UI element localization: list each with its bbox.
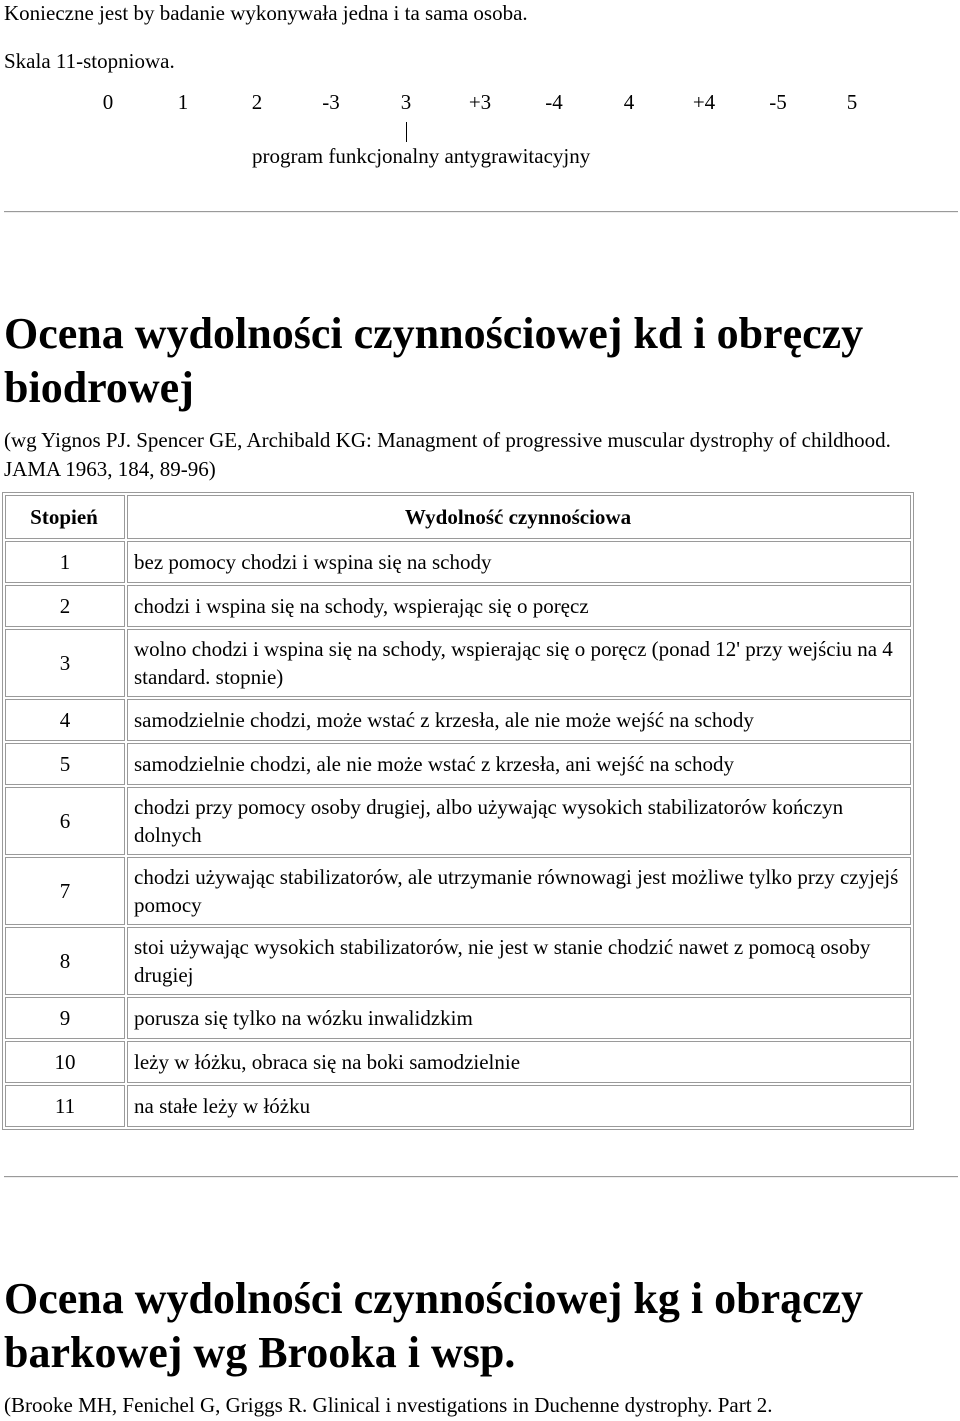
table-row [5, 787, 911, 855]
grade-cell: 1 [5, 541, 125, 583]
grade-cell: 8 [5, 927, 125, 995]
scale-value: 0 [102, 90, 114, 114]
scale-value: -5 [769, 90, 787, 114]
scale-value: +3 [468, 90, 492, 114]
column-header-grade: Stopień [5, 495, 125, 539]
column-header-description: Wydolność czynnościowa [127, 495, 911, 539]
table-row [5, 699, 911, 741]
description-cell: wolno chodzi i wspina się na schody, wspierając się o poręcz (ponad 12' przy wejściu na 4 standard. stopnie) [127, 629, 911, 697]
scale-value: 3 [400, 90, 412, 114]
scale-marker [406, 122, 407, 142]
section-reference: (Brooke MH, Fenichel G, Griggs R. Glinical i nvestigations in Duchenne dystrophy. Part 2. [4, 1393, 773, 1417]
functional-grade-table [2, 492, 914, 1130]
grade-cell: 4 [5, 699, 125, 741]
description-cell: stoi używając wysokich stabilizatorów, nie jest w stanie chodzić nawet z pomocą osoby drugiej [127, 927, 911, 995]
grade-cell: 2 [5, 585, 125, 627]
table-header-row [5, 495, 911, 539]
grade-cell: 3 [5, 629, 125, 697]
description-cell: leży w łóżku, obraca się na boki samodzielnie [127, 1041, 911, 1083]
description-cell: chodzi używając stabilizatorów, ale utrzymanie równowagi jest możliwe tylko przy czyjejś pomocy [127, 857, 911, 925]
divider [4, 211, 958, 213]
scale-intro: Skala 11-stopniowa. [4, 49, 175, 73]
table-row [5, 927, 911, 995]
description-cell: chodzi przy pomocy osoby drugiej, albo używając wysokich stabilizatorów kończyn dolnych [127, 787, 911, 855]
description-cell: samodzielnie chodzi, może wstać z krzesła, ale nie może wejść na schody [127, 699, 911, 741]
grade-cell: 5 [5, 743, 125, 785]
table-row [5, 1085, 911, 1127]
scale-value: +4 [692, 90, 716, 114]
grade-cell: 7 [5, 857, 125, 925]
scale-values [0, 90, 960, 116]
intro-note: Konieczne jest by badanie wykonywała jedna i ta sama osoba. [4, 1, 528, 25]
table-row [5, 585, 911, 627]
scale-value: 2 [251, 90, 263, 114]
scale-value: 1 [177, 90, 189, 114]
table-row [5, 857, 911, 925]
table-row [5, 743, 911, 785]
grade-cell: 11 [5, 1085, 125, 1127]
section-title: Ocena wydolności czynnościowej kg i obrączy barkowej wg Brooka i wsp. [4, 1274, 864, 1377]
scale-value: -4 [545, 90, 563, 114]
description-cell: bez pomocy chodzi i wspina się na schody [127, 541, 911, 583]
description-cell: porusza się tylko na wózku inwalidzkim [127, 997, 911, 1039]
section-reference: (wg Yignos PJ. Spencer GE, Archibald KG: Managment of progressive muscular dystrophy of childhood. JAMA 1963, 184, 89-96) [4, 428, 891, 481]
scale-value: -3 [322, 90, 340, 114]
description-cell: chodzi i wspina się na schody, wspierając się o poręcz [127, 585, 911, 627]
description-cell: na stałe leży w łóżku [127, 1085, 911, 1127]
section-title: Ocena wydolności czynnościowej kd i obręczy biodrowej [4, 309, 864, 412]
table-row [5, 541, 911, 583]
table-row [5, 997, 911, 1039]
scale-caption: program funkcjonalny antygrawitacyjny [252, 144, 591, 168]
scale-value: 4 [623, 90, 635, 114]
table-row [5, 1041, 911, 1083]
description-cell: samodzielnie chodzi, ale nie może wstać z krzesła, ani wejść na schody [127, 743, 911, 785]
table-row [5, 629, 911, 697]
grade-cell: 6 [5, 787, 125, 855]
grade-cell: 9 [5, 997, 125, 1039]
scale-value: 5 [846, 90, 858, 114]
grade-cell: 10 [5, 1041, 125, 1083]
divider [4, 1176, 958, 1178]
